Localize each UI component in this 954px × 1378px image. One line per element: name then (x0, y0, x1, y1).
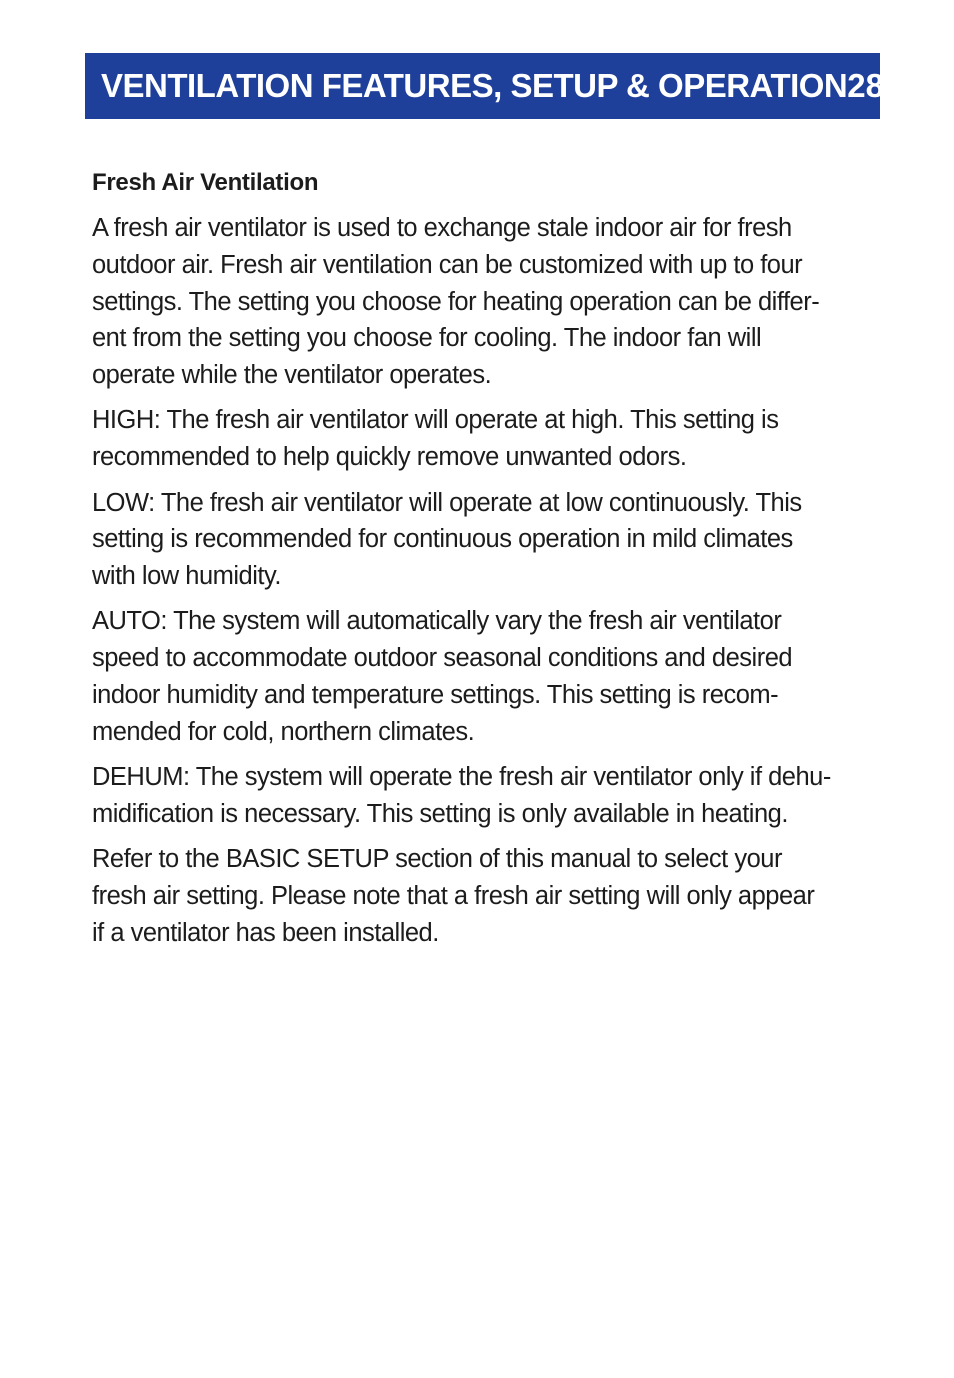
paragraph-line: AUTO: The system will automatically vary the fresh air ventilator (92, 607, 782, 636)
paragraph-line: DEHUM: The system will operate the fresh air ventilator only if dehu- (92, 763, 831, 792)
paragraph-line: indoor humidity and temperature settings. This setting is recom- (92, 681, 779, 710)
paragraph-line: A fresh air ventilator is used to exchange stale indoor air for fresh (92, 214, 792, 242)
paragraph-line: recommended to help quickly remove unwanted odors. (92, 443, 687, 472)
paragraph-line: operate while the ventilator operates. (92, 361, 492, 390)
paragraph-line: mended for cold, northern climates. (92, 717, 475, 746)
paragraph-line: speed to accommodate outdoor seasonal conditions and desired (92, 644, 793, 673)
paragraph-high-setting (92, 402, 882, 476)
paragraph-line: LOW: The fresh air ventilator will operate at low continuously. This (92, 488, 802, 517)
paragraph-line: if a ventilator has been installed. (92, 918, 439, 947)
paragraph-refer-setup (92, 841, 882, 951)
page-title: VENTILATION FEATURES, SETUP & OPERATION (101, 67, 848, 104)
paragraph-line: outdoor air. Fresh air ventilation can be customized with up to four (92, 250, 803, 279)
main-content (92, 168, 882, 960)
paragraph-auto-setting (92, 603, 882, 750)
paragraph-line: settings. The setting you choose for heating operation can be differ- (92, 287, 820, 316)
page-number: 28 (847, 67, 884, 104)
paragraph-line: setting is recommended for continuous operation in mild climates (92, 525, 793, 554)
paragraph-low-setting (92, 485, 882, 595)
paragraph-line: Refer to the BASIC SETUP section of this manual to select your (92, 845, 782, 874)
page-header-bar (85, 53, 884, 119)
paragraph-line: with low humidity. (92, 562, 281, 591)
paragraph-line: HIGH: The fresh air ventilator will operate at high. This setting is (92, 406, 779, 435)
paragraph-line: fresh air setting. Please note that a fresh air setting will only appear (92, 882, 815, 911)
paragraph-line: ent from the setting you choose for cooling. The indoor fan will (92, 324, 762, 353)
paragraph-intro (92, 210, 882, 394)
section-heading: Fresh Air Ventilation (92, 169, 319, 196)
paragraph-line: midification is necessary. This setting is only available in heating. (92, 799, 788, 828)
paragraph-dehum-setting (92, 759, 882, 833)
